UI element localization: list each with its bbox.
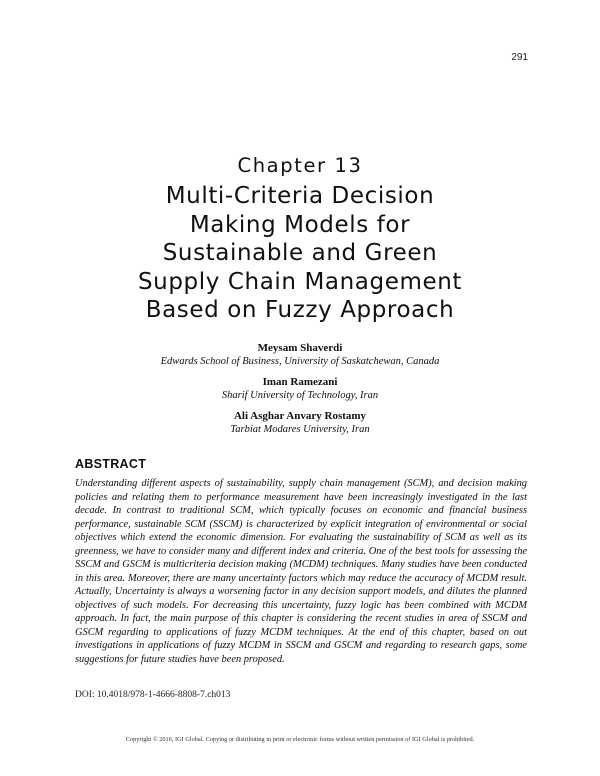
copyright-notice: Copyright © 2016, IGI Global. Copying or distributing in print or electronic forms without written permission of IGI Global is prohibited. bbox=[125, 736, 475, 743]
author-affiliation: Tarbiat Modares University, Iran bbox=[230, 424, 370, 435]
title-line: Making Models for bbox=[189, 211, 411, 238]
author-entry bbox=[0, 342, 600, 368]
doi-line: DOI: 10.4018/978-1-4666-8808-7.ch013 bbox=[75, 690, 231, 700]
title-line: Supply Chain Management bbox=[137, 268, 462, 295]
author-affiliation: Edwards School of Business, University of Saskatchewan, Canada bbox=[160, 356, 440, 367]
page-number: 291 bbox=[511, 52, 528, 63]
author-entry bbox=[0, 410, 600, 436]
abstract-heading: ABSTRACT bbox=[75, 457, 147, 471]
title-line: Based on Fuzzy Approach bbox=[145, 297, 455, 324]
chapter-label: Chapter 13 bbox=[237, 154, 363, 177]
author-name: Ali Asghar Anvary Rostamy bbox=[233, 410, 367, 422]
abstract-body: Understanding different aspects of sustainability, supply chain management (SCM), and decision making policies and relating them to performance measurement have been increasingly investigated in the last decade. In contrast to traditional SCM, which typically focuses on economic and financial business performance, sustainable SCM (SSCM) is characterized by explicit integration of environmental or social objectives which extend the economic dimension. For evaluating the sustainability of SCM as well as its greenness, we have to consider many and different index and criteria. One of the best tools for assessing the SSCM and GSCM is multicriteria decision making (MCDM) techniques. Many studies have been conducted in this area. Moreover, there are many uncertainty factors which may reduce the accuracy of MCDM result. Actually, Uncertainty is always a worsening factor in any decision support models, and dilutes the planned objectives of such models. For decreasing this uncertainty, fuzzy logic has been combined with MCDM approach. In fact, the main purpose of this chapter is considering the recent studies in area of SSCM and GSCM regarding to applications of fuzzy MCDM techniques. At the end of this chapter, based on out investigations in applications of fuzzy MCDM in SSCM and GSCM and regarding to research gaps, some suggestions for future studies have been proposed. bbox=[75, 478, 527, 665]
title-line: Multi-Criteria Decision bbox=[165, 183, 435, 209]
author-entry bbox=[0, 376, 600, 402]
author-affiliation: Sharif University of Technology, Iran bbox=[221, 390, 379, 401]
author-list bbox=[0, 342, 600, 444]
chapter-title bbox=[60, 182, 540, 325]
author-name: Iman Ramezani bbox=[262, 376, 338, 388]
author-name: Meysam Shaverdi bbox=[257, 342, 343, 354]
title-line: Sustainable and Green bbox=[162, 240, 438, 267]
